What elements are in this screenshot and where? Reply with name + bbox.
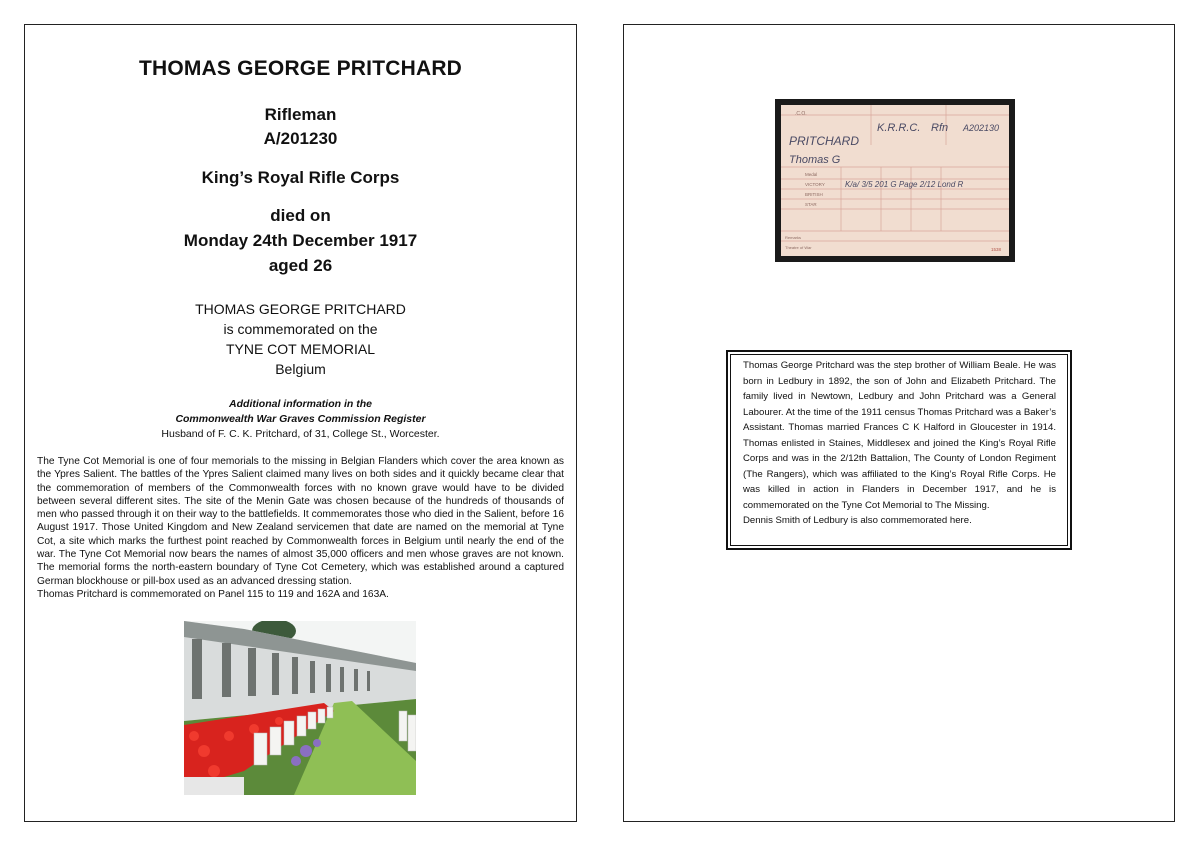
additional-info-heading-1: Additional information in the — [229, 398, 372, 410]
medal-card-footer-left: Remarks — [785, 235, 802, 240]
medal-card-entry: K/a/ 3/5 201 G Page 2/12 Lond R — [845, 180, 964, 189]
panel-paragraph: Thomas Pritchard is commemorated on Panel 115 to 119 and 162A and 163A. — [37, 588, 389, 600]
regiment: King’s Royal Rifle Corps — [201, 168, 400, 187]
svg-text:.C.O.: .C.O. — [795, 111, 807, 117]
commemoration-name: THOMAS GEORGE PRITCHARD — [195, 301, 406, 317]
additional-info — [25, 397, 576, 442]
additional-info-heading-2: Commonwealth War Graves Commission Register — [175, 413, 426, 425]
medal-card-surname: PRITCHARD — [789, 134, 860, 148]
commemoration-block — [25, 299, 576, 379]
commemoration-country: Belgium — [275, 361, 326, 377]
rank-block — [25, 103, 576, 151]
soldier-name-title: THOMAS GEORGE PRITCHARD — [138, 57, 463, 80]
memorial-paragraph: The Tyne Cot Memorial is one of four memorials to the missing in Belgian Flanders which cover the area known as the Ypres Salient. The battles of the Ypres Salient claimed many lives on both sides and it quickly became clear that the commemoration of members of the Commonwealth forces with no known grave would have to be divided between several different sites. The site of the Menin Gate was chosen because of the hundreds of thousands of men who passed through it on their way to the battlefields. It commemorates those who died in the Salient, before 16 August 1917. Those United Kingdom and New Zealand servicemen that date are named on the memorial at Tyne Cot, a site which marks the furthest point reached by Commonwealth forces in Belgium until nearly the end of the war. The Tyne Cot Memorial now bears the names of almost 35,000 officers and men whose graves are not known. The memorial forms the north-eastern boundary of Tyne Cot Cemetery, which was established around a captured German blockhouse or pill-box used as an advanced dressing station. — [37, 456, 564, 587]
medal-row-label-2: VICTORY — [805, 182, 825, 187]
biography-paragraph-1: Thomas George Pritchard was the step brother of William Beale. He was born in Ledbury in 1892, the son of John and Elizabeth Pritchard. The family lived in Newtown, Ledbury and John Pritchard was a General Labourer. At the time of the 1911 census Thomas Pritchard was a Baker’s Assistant. Thomas married Frances C K Halford in Gloucester in 1914. Thomas enlisted in Staines, Middlesex and joined the King’s Royal Rifle Corps and was in the 2/12th Battalion, The County of London Regiment (The Rangers), which was affiliated to the King’s Royal Rifle Corps. He was killed in action in Flanders in December 1917, and he is commemorated on the Tyne Cot Memorial to The Missing. — [743, 360, 1056, 511]
medal-card-unit: K.R.R.C. — [877, 122, 921, 134]
medal-row-label-3: BRITISH — [805, 192, 823, 197]
medal-card-forenames: Thomas G — [789, 154, 841, 166]
medal-row-label-1: Medal — [805, 172, 818, 177]
biography-text — [730, 354, 1068, 546]
medal-index-card — [775, 99, 1015, 262]
tyne-cot-photo-drawing — [184, 621, 416, 795]
death-block — [25, 203, 576, 278]
medal-card-footer-left2: Theatre of War — [785, 245, 812, 250]
rank: Rifleman — [264, 105, 337, 124]
commemoration-line: is commemorated on the — [223, 321, 378, 337]
medal-card-footer-right: 1538 — [991, 247, 1002, 252]
medal-card-drawing — [781, 105, 1009, 256]
biography-paragraph-2: Dennis Smith of Ledbury is also commemorated here. — [743, 515, 972, 526]
left-page — [24, 24, 577, 822]
right-page — [623, 24, 1175, 822]
commemoration-memorial: TYNE COT MEMORIAL — [225, 341, 376, 357]
death-date: Monday 24th December 1917 — [183, 231, 418, 250]
medal-card-number: A202130 — [963, 123, 1000, 133]
service-number: A/201230 — [263, 129, 338, 148]
age: aged 26 — [268, 256, 333, 275]
biography-box — [726, 350, 1072, 550]
tyne-cot-memorial-photo — [184, 621, 416, 795]
memorial-description — [37, 455, 564, 601]
medal-card-rank: Rfn — [931, 122, 949, 134]
death-intro: died on — [270, 206, 331, 225]
additional-info-detail: Husband of F. C. K. Pritchard, of 31, College St., Worcester. — [161, 428, 440, 440]
medal-row-label-4: STAR — [805, 202, 817, 207]
